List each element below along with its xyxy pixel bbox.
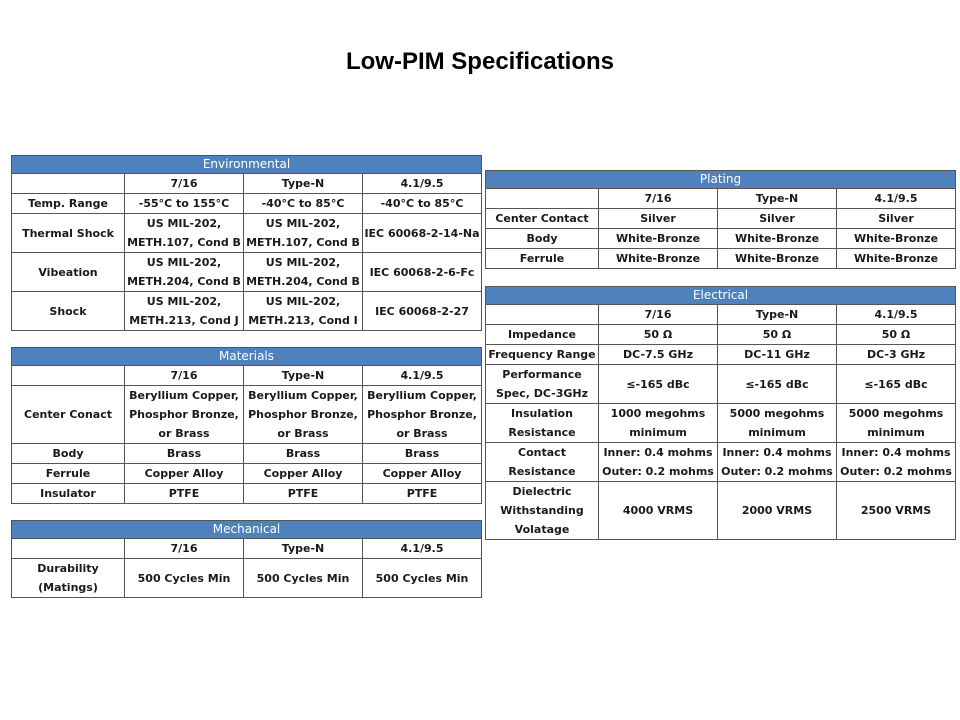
table-cell: Inner: 0.4 mohms Outer: 0.2 mohms [837,443,956,482]
row-label: Shock [12,292,125,331]
column-header: 7/16 [125,539,244,559]
column-header: 7/16 [599,189,718,209]
table-title: Plating [699,172,742,186]
column-header: 4.1/9.5 [837,189,956,209]
table-row [12,559,482,598]
table-cell: Beryllium Copper, Phosphor Bronze, or Brass [244,386,363,444]
table-cell: Inner: 0.4 mohms Outer: 0.2 mohms [599,443,718,482]
corner-cell [486,189,599,209]
column-header-row [12,366,482,386]
table-cell: 1000 megohms minimum [599,404,718,443]
table-cell: 50 Ω [718,325,837,345]
table-row [486,229,956,249]
table-cell: ≤-165 dBc [718,365,837,404]
column-header-row [486,189,956,209]
table-cell: ≤-165 dBc [599,365,718,404]
corner-cell [12,174,125,194]
table-row [486,482,956,540]
row-label: Vibeation [12,253,125,292]
row-label: Frequency Range [486,345,599,365]
row-label: Center Conact [12,386,125,444]
table-title: Materials [219,349,275,363]
table-header [12,156,482,174]
table-header [486,287,956,305]
column-header: 7/16 [125,174,244,194]
table-cell: White-Bronze [718,249,837,269]
row-label: Body [12,444,125,464]
table-row [486,209,956,229]
table-cell: 500 Cycles Min [363,559,482,598]
table-cell: Brass [244,444,363,464]
row-label: Insulation Resistance [486,404,599,443]
table-cell: Brass [125,444,244,464]
row-label: Dielectric Withstanding Volatage [486,482,599,540]
mechanical-table [11,520,482,598]
environmental-table [11,155,482,331]
column-header: 7/16 [125,366,244,386]
column-header: 4.1/9.5 [363,366,482,386]
table-cell: White-Bronze [599,229,718,249]
table-cell: DC-7.5 GHz [599,345,718,365]
table-cell: 500 Cycles Min [125,559,244,598]
column-header: Type-N [718,189,837,209]
table-header [12,521,482,539]
table-cell: DC-3 GHz [837,345,956,365]
table-cell: 5000 megohms minimum [718,404,837,443]
table-cell: US MIL-202, METH.107, Cond B [244,214,363,253]
row-label: Impedance [486,325,599,345]
table-cell: Silver [837,209,956,229]
corner-cell [12,539,125,559]
table-cell: IEC 60068-2-6-Fc [363,253,482,292]
table-cell: Copper Alloy [363,464,482,484]
row-label: Performance Spec, DC-3GHz [486,365,599,404]
table-row [12,444,482,464]
table-cell: PTFE [244,484,363,504]
table-row [12,292,482,331]
row-label: Ferrule [12,464,125,484]
corner-cell [12,366,125,386]
table-title: Mechanical [212,522,281,536]
table-cell: PTFE [125,484,244,504]
table-row [486,443,956,482]
table-row [12,253,482,292]
table-cell: Beryllium Copper, Phosphor Bronze, or Brass [363,386,482,444]
materials-table [11,347,482,504]
table-cell: 2500 VRMS [837,482,956,540]
table-cell: 4000 VRMS [599,482,718,540]
table-cell: -40°C to 85°C [363,194,482,214]
table-cell: White-Bronze [837,249,956,269]
table-row [12,386,482,444]
table-row [486,325,956,345]
table-cell: US MIL-202, METH.107, Cond B [125,214,244,253]
table-cell: Inner: 0.4 mohms Outer: 0.2 mohms [718,443,837,482]
table-cell: White-Bronze [837,229,956,249]
table-cell: -55°C to 155°C [125,194,244,214]
table-cell: ≤-165 dBc [837,365,956,404]
table-cell: Silver [718,209,837,229]
table-cell: DC-11 GHz [718,345,837,365]
column-header: 4.1/9.5 [363,174,482,194]
table-cell: 2000 VRMS [718,482,837,540]
plating-table [485,170,956,269]
table-cell: Brass [363,444,482,464]
column-header-row [12,174,482,194]
column-header: Type-N [244,366,363,386]
column-header: Type-N [244,174,363,194]
table-cell: IEC 60068-2-27 [363,292,482,331]
row-label: Contact Resistance [486,443,599,482]
table-row [486,404,956,443]
column-header-row [486,305,956,325]
table-cell: Beryllium Copper, Phosphor Bronze, or Brass [125,386,244,444]
table-cell: 50 Ω [599,325,718,345]
table-cell: US MIL-202, METH.213, Cond J [125,292,244,331]
table-cell: IEC 60068-2-14-Na [363,214,482,253]
table-cell: White-Bronze [718,229,837,249]
table-cell: US MIL-202, METH.213, Cond I [244,292,363,331]
corner-cell [486,305,599,325]
table-cell: PTFE [363,484,482,504]
row-label: Ferrule [486,249,599,269]
table-row [12,484,482,504]
electrical-table [485,286,956,540]
table-header [12,348,482,366]
table-cell: Silver [599,209,718,229]
row-label: Thermal Shock [12,214,125,253]
row-label: Body [486,229,599,249]
column-header: Type-N [718,305,837,325]
table-header [486,171,956,189]
table-cell: Copper Alloy [244,464,363,484]
table-row [12,214,482,253]
table-cell: White-Bronze [599,249,718,269]
row-label: Insulator [12,484,125,504]
table-cell: Copper Alloy [125,464,244,484]
table-row [486,365,956,404]
row-label: Temp. Range [12,194,125,214]
table-title: Electrical [692,288,749,302]
table-cell: 5000 megohms minimum [837,404,956,443]
column-header: Type-N [244,539,363,559]
row-label: Center Contact [486,209,599,229]
table-row [12,464,482,484]
table-title: Environmental [202,157,291,171]
column-header: 4.1/9.5 [363,539,482,559]
table-cell: -40°C to 85°C [244,194,363,214]
table-row [12,194,482,214]
column-header-row [12,539,482,559]
table-cell: US MIL-202, METH.204, Cond B [244,253,363,292]
column-header: 7/16 [599,305,718,325]
page-title: Low-PIM Specifications [345,48,615,75]
table-cell: 500 Cycles Min [244,559,363,598]
column-header: 4.1/9.5 [837,305,956,325]
table-row [486,249,956,269]
row-label: Durability (Matings) [12,559,125,598]
table-cell: US MIL-202, METH.204, Cond B [125,253,244,292]
table-cell: 50 Ω [837,325,956,345]
table-row [486,345,956,365]
